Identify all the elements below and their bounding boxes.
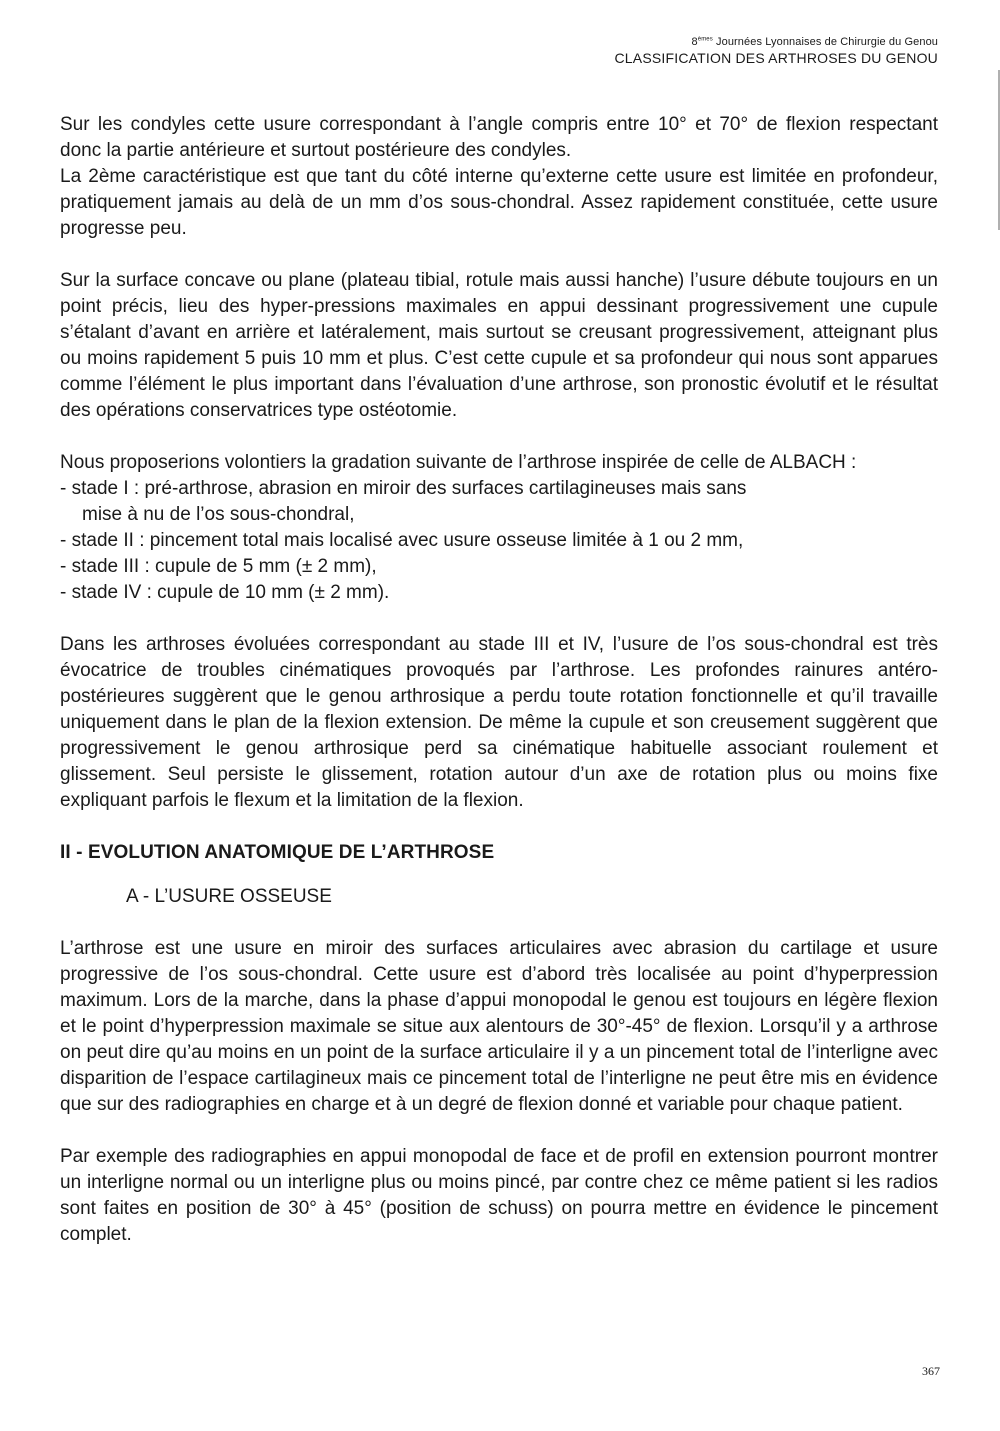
paragraph-condyles: Sur les condyles cette usure correspondant à l’angle compris entre 10° et 70° de flexion respectant donc la partie antérieure et surtout postérieure des condyles. <box>60 114 938 161</box>
header-ordinal: 8 <box>691 36 698 48</box>
sub-heading: A - L’USURE OSSEUSE <box>126 886 332 907</box>
stage-1-line1: - stade I : pré-arthrose, abrasion en miroir des surfaces cartilagineuses mais sans <box>60 478 747 499</box>
page-number: 367 <box>922 1364 940 1378</box>
paragraph-concave-surface: Sur la surface concave ou plane (plateau tibial, rotule mais aussi hanche) l’usure débute toujours en un point précis, lieu des hyper-pressions maximales en appui dessinant progressivement une cupule s’étalant d’avant en arrière et latéralement, mais surtout se creusant progressivement, atteignant plus ou moins rapidement 5 puis 10 mm et plus. C’est cette cupule et sa profondeur qui nous sont apparues comme l’élément le plus important dans l’évaluation d’une arthrose, son pronostic évolutif et le résultat des opérations conservatrices type ostéotomie. <box>60 270 938 421</box>
paragraph-radiography-example: Par exemple des radiographies en appui monopodal de face et de profil en extension pourront montrer un interligne normal ou un interligne plus ou moins pincé, par contre chez ce même patient si les radios sont faites en position de 30° à 45° (position de schuss) on pourra mettre en évidence le pincement complet. <box>60 1146 938 1245</box>
header-conference-line <box>615 36 939 50</box>
stage-2-item: - stade II : pincement total mais localisé avec usure osseuse limitée à 1 ou 2 mm, <box>60 530 744 551</box>
running-header <box>615 36 939 67</box>
paragraph-second-characteristic: La 2ème caractéristique est que tant du côté interne qu’externe cette usure est limitée en profondeur, pratiquement jamais au delà de un mm d’os sous-chondral. Assez rapidement constituée, cette usure progresse peu. <box>60 166 938 239</box>
body-text <box>60 112 938 1248</box>
paragraph-mirror-wear: L’arthrose est une usure en miroir des surfaces articulaires avec abrasion du cartilage et usure progressive de l’os sous-chondral. Cette usure est d’abord très localisée au point d’hyperpression maximum. Lors de la marche, dans la phase d’appui monopodal le genou est toujours en légère flexion et le point d’hyperpression maximale se situe aux alentours de 30°-45° de flexion. Lorsqu’il y a arthrose on peut dire qu’au moins en un point de la surface articulaire il y a un pincement total de l’interligne avec disparition de l’espace cartilagineux mais ce pincement total de l’interligne ne peut être mis en évidence que sur des radiographies en charge et à un degré de flexion donné et variable pour chaque patient. <box>60 938 938 1115</box>
paragraph-evolved-arthrosis: Dans les arthroses évoluées correspondant au stade III et IV, l’usure de l’os sous-chondral est très évocatrice de troubles cinématiques provoqués par l’arthrose. Les profondes rainures antéro-postérieures suggèrent que le genou arthrosique a perdu toute rotation fonctionnelle et qu’il travaille uniquement dans le plan de la flexion extension. De même la cupule et son creusement suggèrent que progressivement le genou arthrosique perd sa cinématique habituelle associant roulement et glissement. Seul persiste le glissement, rotation autour d’un axe de rotation plus ou moins fixe expliquant parfois le flexum et la limitation de la flexion. <box>60 634 938 811</box>
stage-1-item <box>60 476 938 528</box>
stage-3-item: - stade III : cupule de 5 mm (± 2 mm), <box>60 556 377 577</box>
header-ordinal-suffix: èmes <box>697 36 713 43</box>
stage-1-line2: mise à nu de l’os sous-chondral, <box>82 504 355 525</box>
section-heading: II - EVOLUTION ANATOMIQUE DE L’ARTHROSE <box>60 842 495 863</box>
stage-4-item: - stade IV : cupule de 10 mm (± 2 mm). <box>60 582 390 603</box>
header-conference-name: Journées Lyonnaises de Chirurgie du Genou <box>712 36 938 48</box>
paragraph-gradation-intro: Nous proposerions volontiers la gradation suivante de l’arthrose inspirée de celle de ALBACH : <box>60 452 857 473</box>
header-chapter-title: CLASSIFICATION DES ARTHROSES DU GENOU <box>614 49 938 66</box>
